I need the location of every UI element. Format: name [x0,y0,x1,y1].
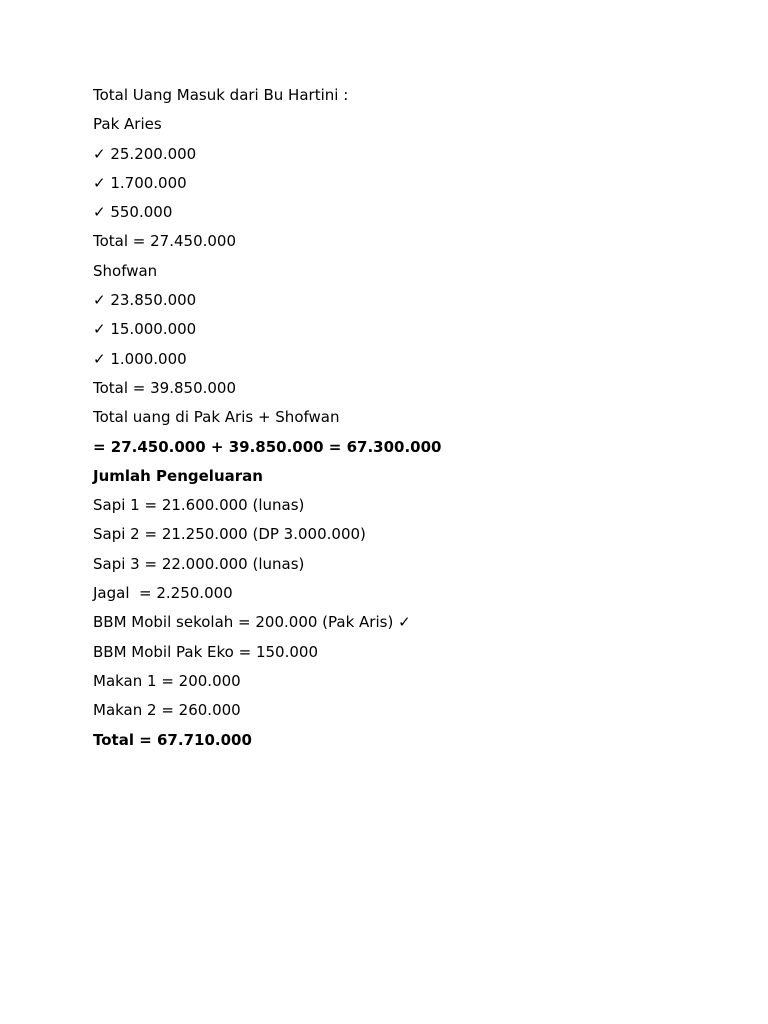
combined-total-label: Total uang di Pak Aris + Shofwan [93,408,340,427]
subtotal-pak-aries: Total = 27.450.000 [93,232,237,251]
contributor-name-shofwan: Shofwan [93,261,158,280]
expense-entry: Sapi 2 = 21.250.000 (DP 3.000.000) [93,525,366,544]
expense-entry: Jagal = 2.250.000 [93,584,233,603]
expense-entry: Makan 1 = 200.000 [93,671,241,690]
contributor-name-pak-aries: Pak Aries [93,115,162,134]
document-page [93,86,733,760]
expense-entry: Sapi 3 = 22.000.000 (lunas) [93,554,305,573]
income-entry: ✓ 15.000.000 [93,320,197,339]
expense-entry: BBM Mobil sekolah = 200.000 (Pak Aris) ✓ [93,613,411,632]
income-entry: ✓ 550.000 [93,203,173,222]
income-entry: ✓ 1.000.000 [93,349,187,368]
income-entry: ✓ 1.700.000 [93,173,187,192]
combined-total-formula: = 27.450.000 + 39.850.000 = 67.300.000 [93,437,442,456]
income-entry: ✓ 25.200.000 [93,144,197,163]
subtotal-shofwan: Total = 39.850.000 [93,378,237,397]
expense-entry: Sapi 1 = 21.600.000 (lunas) [93,496,305,515]
expenses-total: Total = 67.710.000 [93,730,252,749]
income-entry: ✓ 23.850.000 [93,291,197,310]
income-heading: Total Uang Masuk dari Bu Hartini : [93,86,349,104]
expense-entry: BBM Mobil Pak Eko = 150.000 [93,642,318,661]
expenses-heading: Jumlah Pengeluaran [93,466,263,485]
expense-entry: Makan 2 = 260.000 [93,701,241,720]
